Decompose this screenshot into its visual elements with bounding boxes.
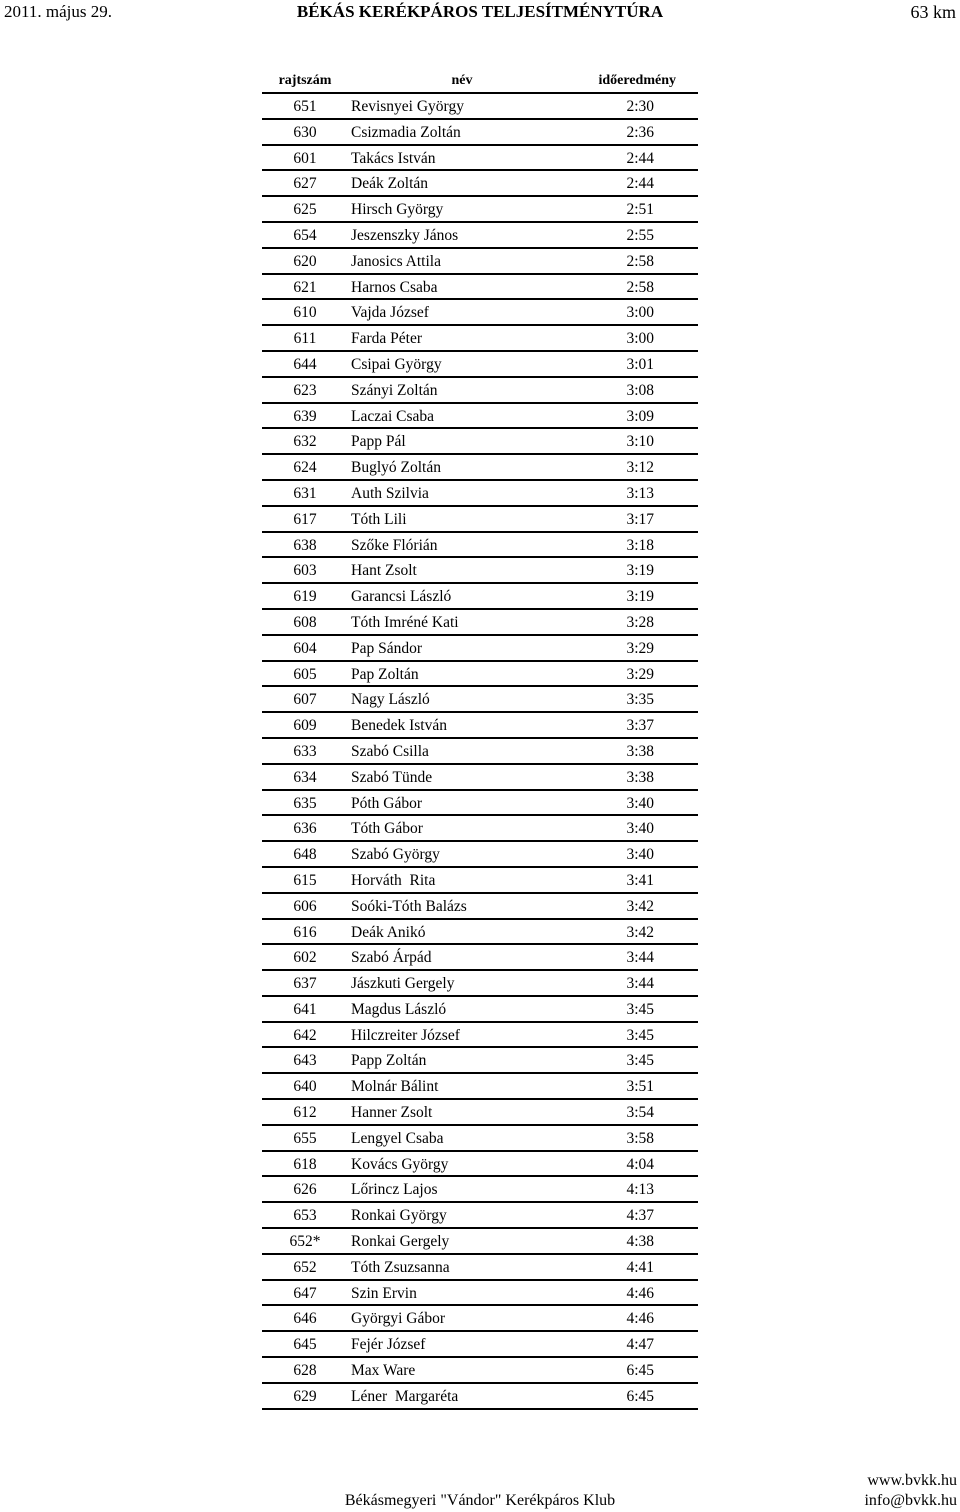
row-time: 3:37 (626, 717, 654, 735)
row-number: 616 (293, 923, 317, 941)
row-time: 3:40 (626, 820, 654, 838)
row-time: 3:28 (626, 613, 654, 631)
row-name: Janosics Attila (351, 252, 441, 270)
row-time: 2:30 (626, 98, 654, 115)
row-name: Pap Sándor (351, 639, 423, 657)
row-number: 631 (293, 484, 317, 502)
row-time: 3:08 (626, 381, 654, 399)
table-row (262, 636, 698, 662)
row-number: 630 (293, 123, 317, 141)
row-number: 645 (293, 1336, 317, 1354)
table-row (262, 249, 698, 275)
table-row (262, 1126, 698, 1152)
row-number: 651 (293, 98, 317, 115)
table-row (262, 120, 698, 146)
row-time: 3:19 (626, 588, 654, 606)
row-number: 637 (293, 975, 317, 993)
row-time: 2:55 (626, 226, 654, 244)
table-row (262, 971, 698, 997)
table-row (262, 610, 698, 636)
row-number: 642 (293, 1026, 317, 1044)
table-row (262, 1203, 698, 1229)
row-time: 3:44 (626, 975, 654, 993)
row-name: Jeszenszky János (351, 226, 459, 244)
row-number: 610 (293, 304, 317, 322)
table-row (262, 146, 698, 172)
row-number: 620 (293, 252, 317, 270)
table-row (262, 945, 698, 971)
row-time: 3:40 (626, 794, 654, 812)
row-name: Tóth Zsuzsanna (351, 1258, 450, 1276)
row-number: 627 (293, 175, 317, 193)
row-time: 2:44 (626, 149, 654, 167)
table-row (262, 662, 698, 688)
row-time: 3:10 (626, 433, 654, 451)
row-number: 641 (293, 1000, 317, 1018)
row-time: 3:38 (626, 768, 654, 786)
row-time: 3:00 (626, 304, 654, 322)
row-time: 6:45 (626, 1387, 654, 1405)
row-name: Harnos Csaba (351, 278, 438, 296)
page-title: BÉKÁS KERÉKPÁROS TELJESÍTMÉNYTÚRA (296, 2, 664, 21)
row-number: 618 (293, 1155, 317, 1173)
row-number: 648 (293, 846, 317, 864)
row-number: 655 (293, 1129, 317, 1147)
table-row (262, 1281, 698, 1307)
row-time: 3:38 (626, 742, 654, 760)
table-row (262, 868, 698, 894)
row-number: 606 (293, 897, 317, 915)
row-name: Tóth Imréné Kati (351, 613, 459, 631)
table-header-row (262, 68, 698, 94)
table-row (262, 1048, 698, 1074)
row-name: Póth Gábor (351, 794, 423, 812)
footer-website: www.bvkk.hu (867, 1472, 957, 1489)
table-row (262, 1255, 698, 1281)
row-name: Szin Ervin (351, 1284, 417, 1302)
row-number: 644 (293, 355, 317, 373)
row-name: Ronkai Gergely (351, 1233, 450, 1251)
row-name: Molnár Bálint (351, 1078, 439, 1096)
row-time: 3:51 (626, 1078, 654, 1096)
row-time: 3:42 (626, 923, 654, 941)
row-number: 653 (293, 1207, 317, 1225)
row-name: Deák Zoltán (351, 175, 429, 193)
table-row (262, 223, 698, 249)
table-row (262, 197, 698, 223)
row-time: 3:00 (626, 330, 654, 348)
row-number: 612 (293, 1104, 317, 1122)
table-row (262, 584, 698, 610)
column-header-name: név (451, 73, 473, 88)
row-name: Szabó Árpád (351, 949, 432, 967)
table-row (262, 455, 698, 481)
row-time: 3:44 (626, 949, 654, 967)
table-body (262, 94, 698, 1410)
row-name: Benedek István (351, 717, 447, 735)
table-row (262, 894, 698, 920)
row-number: 647 (293, 1284, 317, 1302)
row-name: Papp Zoltán (351, 1052, 427, 1070)
row-time: 3:09 (626, 407, 654, 425)
table-row (262, 1358, 698, 1384)
row-number: 628 (293, 1362, 317, 1380)
row-name: Max Ware (351, 1362, 416, 1380)
row-name: Szányi Zoltán (351, 381, 438, 399)
footer-email: info@bvkk.hu (864, 1492, 957, 1509)
row-time: 3:19 (626, 562, 654, 580)
row-name: Szabó Tünde (351, 768, 433, 786)
row-number: 609 (293, 717, 317, 735)
row-name: Horváth Rita (351, 871, 436, 889)
table-row (262, 1306, 698, 1332)
row-time: 6:45 (626, 1362, 654, 1380)
table-row (262, 842, 698, 868)
row-time: 3:45 (626, 1052, 654, 1070)
row-time: 3:45 (626, 1000, 654, 1018)
row-name: Hirsch György (351, 201, 444, 219)
row-time: 3:42 (626, 897, 654, 915)
table-row (262, 94, 698, 120)
row-time: 4:46 (626, 1310, 654, 1328)
row-name: Pap Zoltán (351, 665, 419, 683)
results-table (262, 68, 698, 1410)
row-number: 626 (293, 1181, 317, 1199)
row-number: 633 (293, 742, 317, 760)
row-number: 603 (293, 562, 317, 580)
row-time: 2:51 (626, 201, 654, 219)
row-time: 3:45 (626, 1026, 654, 1044)
table-row (262, 326, 698, 352)
table-row (262, 352, 698, 378)
row-name: Hant Zsolt (351, 562, 417, 580)
row-number: 632 (293, 433, 317, 451)
column-header-time: időeredmény (598, 73, 676, 88)
row-name: Soóki-Tóth Balázs (351, 897, 467, 915)
row-number: 607 (293, 691, 317, 709)
row-name: Györgyi Gábor (351, 1310, 445, 1328)
row-name: Nagy László (351, 691, 430, 709)
row-name: Magdus László (351, 1000, 447, 1018)
row-name: Revisnyei György (351, 98, 464, 115)
row-number: 643 (293, 1052, 317, 1070)
row-name: Csipai György (351, 355, 442, 373)
table-row (262, 1177, 698, 1203)
row-number: 629 (293, 1387, 317, 1405)
row-number: 624 (293, 459, 317, 477)
row-name: Jászkuti Gergely (351, 975, 455, 993)
row-name: Laczai Csaba (351, 407, 435, 425)
row-time: 3:01 (626, 355, 654, 373)
row-number: 611 (293, 330, 317, 348)
row-number: 604 (293, 639, 317, 657)
table-row (262, 171, 698, 197)
row-name: Szabó Csilla (351, 742, 429, 760)
row-time: 3:54 (626, 1104, 654, 1122)
table-row (262, 1332, 698, 1358)
row-time: 3:58 (626, 1129, 654, 1147)
row-number: 623 (293, 381, 317, 399)
row-time: 3:12 (626, 459, 654, 477)
row-time: 2:58 (626, 252, 654, 270)
row-name: Hanner Zsolt (351, 1104, 433, 1122)
table-row (262, 1229, 698, 1255)
row-time: 3:17 (626, 510, 654, 528)
row-name: Ronkai György (351, 1207, 447, 1225)
row-name: Csizmadia Zoltán (351, 123, 461, 141)
row-number: 652* (289, 1233, 321, 1251)
table-row (262, 1152, 698, 1178)
row-name: Garancsi László (351, 588, 452, 606)
table-row (262, 1023, 698, 1049)
row-time: 2:44 (626, 175, 654, 193)
row-number: 640 (293, 1078, 317, 1096)
row-name: Lengyel Csaba (351, 1129, 444, 1147)
row-name: Auth Szilvia (351, 484, 429, 502)
table-row (262, 533, 698, 559)
header-distance: 63 km (910, 2, 956, 22)
row-name: Vajda József (351, 304, 429, 322)
row-name: Kovács György (351, 1155, 449, 1173)
row-name: Takács István (351, 149, 436, 167)
row-number: 636 (293, 820, 317, 838)
row-time: 3:29 (626, 639, 654, 657)
table-row (262, 429, 698, 455)
row-time: 4:41 (626, 1258, 654, 1276)
row-time: 4:47 (626, 1336, 654, 1354)
table-row (262, 920, 698, 946)
table-row (262, 687, 698, 713)
header-date: 2011. május 29. (4, 2, 112, 21)
row-number: 617 (293, 510, 317, 528)
table-row (262, 481, 698, 507)
row-name: Hilczreiter József (351, 1026, 460, 1044)
row-number: 638 (293, 536, 317, 554)
row-time: 4:38 (626, 1233, 654, 1251)
row-number: 654 (293, 226, 317, 244)
column-header-number: rajtszám (278, 73, 332, 88)
row-time: 3:18 (626, 536, 654, 554)
table-row (262, 1384, 698, 1410)
row-number: 625 (293, 201, 317, 219)
table-row (262, 765, 698, 791)
row-time: 3:41 (626, 871, 654, 889)
table-row (262, 1100, 698, 1126)
table-row (262, 713, 698, 739)
row-name: Fejér József (351, 1336, 426, 1354)
table-row (262, 275, 698, 301)
row-name: Tóth Lili (351, 510, 407, 528)
row-name: Lőrincz Lajos (351, 1181, 438, 1199)
row-name: Papp Pál (351, 433, 406, 451)
row-number: 639 (293, 407, 317, 425)
table-row (262, 791, 698, 817)
row-number: 608 (293, 613, 317, 631)
row-name: Buglyó Zoltán (351, 459, 441, 477)
table-row (262, 507, 698, 533)
row-name: Szőke Flórián (351, 536, 438, 554)
row-time: 3:40 (626, 846, 654, 864)
row-time: 3:35 (626, 691, 654, 709)
row-name: Léner Margaréta (351, 1387, 459, 1405)
table-row (262, 997, 698, 1023)
table-row (262, 1074, 698, 1100)
row-time: 2:36 (626, 123, 654, 141)
row-number: 619 (293, 588, 317, 606)
row-time: 3:29 (626, 665, 654, 683)
row-name: Deák Anikó (351, 923, 426, 941)
row-time: 4:04 (626, 1155, 654, 1173)
row-time: 3:13 (626, 484, 654, 502)
table-row (262, 816, 698, 842)
row-number: 621 (293, 278, 317, 296)
row-name: Tóth Gábor (351, 820, 423, 838)
table-row (262, 378, 698, 404)
row-name: Farda Péter (351, 330, 423, 348)
row-number: 605 (293, 665, 317, 683)
row-time: 2:58 (626, 278, 654, 296)
table-row (262, 558, 698, 584)
table-row (262, 300, 698, 326)
row-number: 634 (293, 768, 317, 786)
row-number: 646 (293, 1310, 317, 1328)
table-row (262, 739, 698, 765)
row-time: 4:37 (626, 1207, 654, 1225)
row-name: Szabó György (351, 846, 440, 864)
row-time: 4:46 (626, 1284, 654, 1302)
table-row (262, 404, 698, 430)
row-number: 635 (293, 794, 317, 812)
row-number: 602 (293, 949, 317, 967)
row-number: 652 (293, 1258, 317, 1276)
row-time: 4:13 (626, 1181, 654, 1199)
footer-club-name: Békásmegyeri "Vándor" Kerékpáros Klub (344, 1492, 616, 1509)
row-number: 601 (293, 149, 317, 167)
row-number: 615 (293, 871, 317, 889)
